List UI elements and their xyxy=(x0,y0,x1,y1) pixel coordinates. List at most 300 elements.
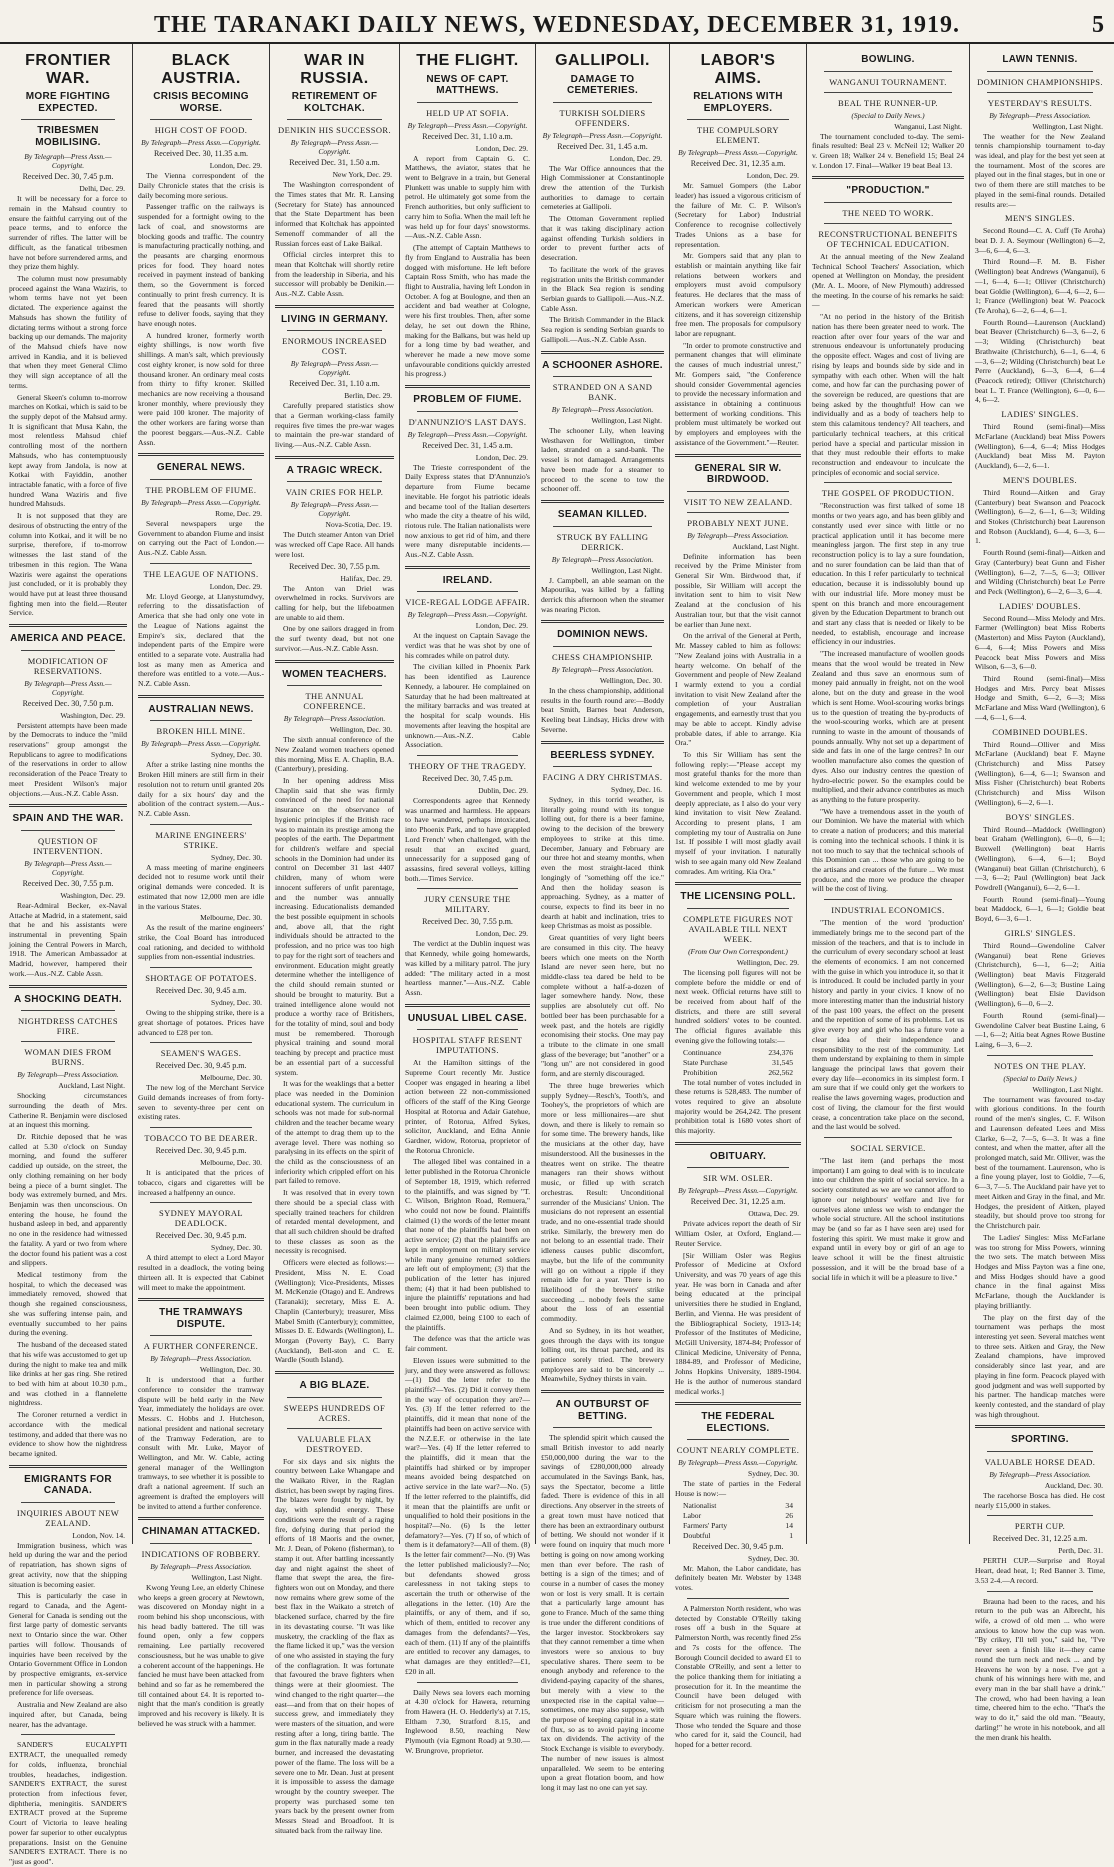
byline: By Telegraph—Press Assn.—Copyright. xyxy=(290,500,379,519)
body-paragraph: Fourth Round (semi-final)—Gwendoline Calver beat Bustine Laing, 6—1, 6—2; Aitia beat Agnes Rowe Bustine Laing, 6—3, 6—2. xyxy=(975,1010,1105,1049)
column-rule xyxy=(287,1397,382,1398)
section-heading: D'ANNUNZIO'S LAST DAYS. xyxy=(408,416,527,427)
body-paragraph: To facilitate the work of the graves registration units the British commander in the Black Sea region is sending Serbian guards to Gallipoli.—Aus.-N.Z. Cable Assn. xyxy=(541,264,664,313)
column-rule xyxy=(824,223,952,224)
row-label: Farmers' Party xyxy=(683,1520,728,1530)
section-heading: STRANDED ON A SAND BANK. xyxy=(552,382,653,403)
body-paragraph: "The mention of the word 'production' immediately brings me to the second part of the mission of the teachers, and that is to include in the curriculum of every secondary school at least the elements of economics. I am not concerned with the guise in which you introduce it, so that it is introduced. It could be included partly in your history and partly in your civics. I know of no more interesting matter than the industrial history of the past 100 years, the effect on the present and the repetition of some of its problems. Let us give every boy and girl who has a future vote a clear idea of their independence and responsibility to the rest of the community. Let them understand by explaining to them in simple language the principal laws that govern their every day life—economics in its simplest form. I am sure that if we could only get the workers to realise the laws governing wages, production and cost of living, the clamour for the first would cease, a concentration take place on the second, and the last would be solved. xyxy=(812,918,964,1132)
column-rule xyxy=(987,1451,1093,1452)
column-rule xyxy=(553,646,652,647)
subheadline: GENERAL NEWS. xyxy=(156,462,246,474)
byline: By Telegraph—Press Assn.—Copyright. xyxy=(141,138,261,148)
subheadline: RELATIONS WITH EMPLOYERS. xyxy=(693,91,783,114)
subheadline: UNUSUAL LIBEL CASE. xyxy=(407,1012,528,1024)
received-time: Received Dec. 31, 12.25 a.m. xyxy=(690,1197,786,1207)
section-heading: BOYS' SINGLES. xyxy=(1005,811,1075,822)
received-time: Received Dec. 30, 9.45 a.m. xyxy=(155,986,247,996)
body-paragraph: It was for the weaklings that a better place was needed in the Dominion educational system. The curriculum in schools was not made for sub-normal children and the teacher became weary of the attempt to drag them up to the average level. There was nothing so paralysing in its effects on the spirit of the child as the consciousness of an inferiority which crippled effort on his part failed to remove. xyxy=(275,1079,394,1186)
byline: By Telegraph—Press Assn.—Copyright. xyxy=(542,130,663,140)
subheadline: AMERICA AND PEACE. xyxy=(10,633,126,645)
body-paragraph: The licensing poll figures will not be complete before the middle or end of next week. Official returns have still to be received from about half of the districts, and there are still several hundred soldiers' votes to be counted. The official figures available this evening give the following totals:— xyxy=(675,967,801,1045)
column-rule xyxy=(553,102,652,103)
dateline: Sydney, Dec. 16. xyxy=(611,785,662,795)
column-rule xyxy=(687,119,789,120)
article-separator xyxy=(405,385,530,388)
column-rule xyxy=(687,908,789,909)
section-heading: VALUABLE HORSE DEAD. xyxy=(984,1456,1096,1467)
column-rule xyxy=(824,482,952,483)
body-paragraph: It is understood that a further conference to consider the tramway dispute will be held early in the New Year, immediately the holidays are over. Messrs. C. Hobbs and J. Hutcheson, national president and national secretary of the Tramway Federation, are to consult with Mr. Luke, Mayor of Wellington, and Mr. W. Cable, acting general manager of the Wellington tramways, to see whether it is possible to draft a national agreement. If such an agreement is drafted the employers will be invited to attend a further conference. xyxy=(138,1375,264,1511)
byline: By Telegraph—Press Assn.—Copyright. xyxy=(141,739,261,749)
received-time: Received Dec. 31, 1.45 a.m. xyxy=(422,440,513,450)
body-paragraph: It was resolved that in every town there should be a special class with specially trained teachers for children of retarded mental development, and that all such children should be drafted to these classes as soon as the necessity is recognised. xyxy=(275,1188,394,1256)
article-separator xyxy=(405,566,530,569)
row-value: 234,376 xyxy=(768,1047,793,1057)
body-paragraph: Carefully prepared statistics show that a German working-class family requires five times the pre-war wages to maintain the pre-war standard of living.—Aus.-N.Z. Cable Assn. xyxy=(275,401,394,450)
body-paragraph: At the annual meeting of the New Zealand Technical School Teachers' Association, which opened at Wellington on Monday, the president (Mr. A. L. Moore, of New Plymouth) addressed the meeting. In the course of his remarks he said:— xyxy=(812,251,964,310)
section-heading: NOTES ON THE PLAY. xyxy=(993,1060,1087,1071)
body-paragraph: "In order to promote constructive and permanent changes that will eliminate the causes of much industrial unrest," Mr. Gompers said, "the Conference should consider Governmental agencies to provide the necessary information and assistance in obtaining a continuous betterment of working conditions. This problem must ultimately be worked out by employers and employees with the assistance of the Government."—Reuter. xyxy=(675,340,801,447)
section-heading: THE GOSPEL OF PRODUCTION. xyxy=(821,488,955,499)
subheadline: SPAIN AND THE WAR. xyxy=(12,813,124,825)
section-heading: VALUABLE FLAX DESTROYED. xyxy=(297,1433,372,1454)
section-heading: MEN'S DOUBLES. xyxy=(1002,474,1078,485)
byline: By Telegraph—Press Assn.—Copyright. xyxy=(678,1186,798,1196)
subheadline: A SCHOONER ASHORE. xyxy=(542,359,663,371)
section-heading: SWEEPS HUNDREDS OF ACRES. xyxy=(283,1402,386,1423)
section-heading: SYDNEY MAYORAL DEADLOCK. xyxy=(158,1208,244,1229)
section-heading: VICE-REGAL LODGE AFFAIR. xyxy=(405,597,530,608)
dateline: Washington, Dec. 29. xyxy=(60,710,125,720)
article-separator xyxy=(405,1004,530,1007)
body-paragraph: Official circles interpret this to mean that Koltchak will shortly retire from the leadership in Siberia, and his successor will probably be Denikin.—Aus.-N.Z. Cable Assn. xyxy=(275,250,394,299)
column-2 xyxy=(133,44,270,1728)
section-heading: THEORY OF THE TRAGEDY. xyxy=(408,760,527,771)
byline: (Special to Daily News.) xyxy=(851,110,925,120)
subheadline: BOWLING. xyxy=(861,54,915,65)
byline: By Telegraph—Press Association. xyxy=(150,1354,252,1364)
body-paragraph: The Washington correspondent of the Times states that Mr. R. Lansing (Secretary for State) has announced that the State Department has been informed that Koltchak has appointed Semenoff commander of all the Russian forces east of Lake Baikal. xyxy=(275,180,394,248)
body-paragraph: The defence was that the article was fair comment. xyxy=(405,1334,530,1354)
body-paragraph: Mr. Samuel Gompers (the Labor leader) has issued a vigorous criticism of the failure of Mr. C. P. Wilson's (Secretary for Labor) Industrial Conference to recognise collectively Trades Unions as a base for representation. xyxy=(675,181,801,249)
byline: By Telegraph—Press Association. xyxy=(687,530,789,540)
subheadline: DOMINION NEWS. xyxy=(557,629,648,641)
article-separator xyxy=(138,453,264,456)
section-heading: COUNT NEARLY COMPLETE. xyxy=(676,1445,800,1456)
dateline: Melbourne, Dec. 30. xyxy=(200,1073,262,1083)
column-rule xyxy=(150,479,252,480)
dateline: Nova-Scotia, Dec. 19. xyxy=(325,520,392,530)
column-rule xyxy=(21,1734,115,1735)
subheadline: TRIBESMEN MOBILISING. xyxy=(35,125,101,148)
column-rule xyxy=(150,720,252,721)
column-rule xyxy=(687,1167,789,1168)
body-paragraph: The tournament concluded to-day. The semi-finals resulted: Beal 23 v. McNeil 12; Walker 20 v. Green 18; Walker 24 v. Benefield 15; Beal 24 v. London 17. Final—Walker 19 beat Beal 13. xyxy=(812,131,964,170)
section-heading: TURKISH SOLDIERS OFFENDERS. xyxy=(559,107,646,128)
body-paragraph: A mass meeting of marine engineers decided not to resume work until their original demands were conceded. It is estimated that now 12,000 men are idle in the various States. xyxy=(138,862,264,911)
received-time: Received Dec. 30, 7.55 p.m. xyxy=(422,917,513,927)
headline: BLACK AUSTRIA. xyxy=(161,52,241,87)
section-heading: VAIN CRIES FOR HELP. xyxy=(285,487,384,498)
column-rule xyxy=(824,71,952,72)
section-heading: LADIES' SINGLES. xyxy=(1001,409,1079,420)
body-paragraph: The British Commander in the Black Sea region is sending Serbian guards to Gallipoli.—Aus.-N.Z. Cable Assn. xyxy=(541,315,664,344)
article-separator xyxy=(138,1517,264,1520)
body-paragraph: A hundred kroner, formerly worth eighty shillings, is now worth five shillings. A man's salt, which previously cost eighty kroner, is now sold for three thousand kroner. An ordinary meal costs from thirty to fifty kroner. Skilled mechanics are now receiving a thousand kroner monthly, where previously they were paid 100 kroner. The majority of the other workers are faring worse than the poorest beggars.—Aus.-N.Z. Cable Assn. xyxy=(138,330,264,447)
subheadline: OBITUARY. xyxy=(709,1150,767,1162)
body-paragraph: Rear-Admiral Becker, ex-Naval Attache at Madrid, in a statement, said that he and his assistants were instrumental in preventing Spain joining the Central Powers in March, 1918. The American Ambassador at Madrid, however, hampered their work.—Aus.-N.Z. Cable Assn. xyxy=(9,900,127,978)
dateline: Halifax, Dec. 29. xyxy=(340,573,392,583)
section-heading: BROKEN HILL MINE. xyxy=(156,726,246,737)
table-row xyxy=(683,1048,793,1057)
column-rule xyxy=(150,1335,252,1336)
section-heading: TOBACCO TO BE DEARER. xyxy=(144,1133,258,1144)
dateline: London, Dec. 29. xyxy=(475,621,528,631)
byline: By Telegraph—Press Assn.—Copyright. xyxy=(678,148,798,158)
received-time: Received Dec. 30, 7.55 p.m. xyxy=(289,561,380,571)
column-rule xyxy=(987,1515,1093,1516)
column-rule xyxy=(287,481,382,482)
section-heading: COMPLETE FIGURES NOT AVAILABLE TILL NEXT WEEK. xyxy=(682,913,793,944)
body-paragraph: At the inquest on Captain Savage the verdict was that he was shot by one of his comrades while on patrol duty. xyxy=(405,631,530,660)
subheadline: LIVING IN GERMANY. xyxy=(280,313,389,325)
column-rule xyxy=(824,202,952,203)
section-heading: COMBINED DOUBLES. xyxy=(992,726,1088,737)
column-rule xyxy=(417,1682,518,1683)
subheadline: NEWS OF CAPT. MATTHEWS. xyxy=(426,73,509,97)
subheadline: AUSTRALIAN NEWS. xyxy=(148,703,254,715)
section-heading: THE PROBLEM OF FIUME. xyxy=(145,484,257,495)
received-time: Received Dec. 30, 9.45 p.m. xyxy=(155,1146,247,1156)
section-heading: FACING A DRY CHRISTMAS. xyxy=(542,772,663,783)
dateline: Wellington, Dec. 30. xyxy=(329,725,392,735)
body-paragraph: Third Round—F. M. B. Fisher (Wellington) beat Andrews (Wanganui), 6—1, 6—4, 6—1; Olliver (Christchurch) beat Goldie (Wellington), 6—4, 6—2, 6—1; France (Wellington) beat W. Peacock (Te Aroha), 6—2, 6—4, 6—1. xyxy=(975,257,1105,315)
column-rule xyxy=(987,92,1093,93)
section-heading: HELD UP AT SOFIA. xyxy=(426,107,509,118)
newspaper-columns xyxy=(4,44,1110,1866)
dateline: Perth, Dec. 31. xyxy=(1058,1546,1103,1556)
section-heading: HIGH COST OF FOOD. xyxy=(154,125,248,136)
section-heading: A FURTHER CONFERENCE. xyxy=(143,1341,259,1352)
column-rule xyxy=(824,1137,952,1138)
body-paragraph: Shocking circumstances surrounding the death of Mrs. Catherine R. Benjamin were disclosed at an inquest this morning. xyxy=(9,1091,127,1130)
section-heading: QUESTION OF INTERVENTION. xyxy=(33,835,103,856)
body-paragraph: [Sir William Osler was Regius Professor of Medicine at Oxford University, and was 70 years of age this year. He was born in Canada and after being educated at the principal universities there he studied in England, Berlin, and Vienna. He was president of the Bibliographical Society, 1913-14; Professor of the Institutes of Medicine, McGill University, 1874-84; Professor of Clinical Medicine, University of Penna, 1884-89, and Professor of Medicine, Johns Hopkins University, 1889-1904. He is the author of numerous standard medical works.] xyxy=(675,1250,801,1396)
received-time: Received Dec. 31, 12.35 a.m. xyxy=(690,159,786,169)
headline: GALLIPOLI. xyxy=(555,52,650,69)
body-paragraph: The Coroner returned a verdict in accordance with the medical testimony, and added that there was no evidence to show how the nightdress became ignited. xyxy=(9,1410,127,1458)
article-separator xyxy=(675,454,801,457)
subheadline: GENERAL SIR W. BIRDWOOD. xyxy=(694,462,782,486)
dateline: London, Nov. 14. xyxy=(72,1530,125,1540)
dateline: London, Dec. 29. xyxy=(609,153,662,163)
byline: By Telegraph—Press Association. xyxy=(551,405,654,415)
dateline: Sydney, Dec. 30. xyxy=(748,1553,799,1563)
column-rule xyxy=(417,102,518,103)
row-label: Nationalist xyxy=(683,1500,717,1510)
dateline: London, Dec. 29. xyxy=(746,171,799,181)
subheadline: LAWN TENNIS. xyxy=(1002,54,1078,65)
dateline: Delhi, Dec. 29. xyxy=(79,184,125,194)
body-paragraph: In her opening address Miss Chaplin said that she was firmly convinced of the need for national insurance on the observance of hygienic principles if the British race was to maintain its prestige among the peoples of the earth. The Department for children's welfare and special schools in the Dominion had under its control on December 31 last 4407 children, many of whom were innocent sufferers of unfit parentage, and the number was annually increasing. Educationalists demanded the best possible equipment in schools and, above all, that the right individuals should be attracted to the profession, and no price was too high to pay for the right sort of teachers and environment. Education might greatly determine whether the intelligence of the child should remain stunted or should be brought to maturity. But a trained intelligence alone would not produce a worthy race of Britishers, for the totality of mind, soul and body must be remembered. Thorough physical training and sound moral teaching by precept and practice must be an essential part of a successful system. xyxy=(275,775,394,1077)
column-rule xyxy=(287,685,382,686)
body-paragraph: Correspondents agree that Kennedy was unarmed and harmless. He appears to have wandered, perhaps intoxicated, into Phoenix Park, and to have grappled Lord French' when challenged, with the result that an excited guard, unnecessarily for a supposed gang of assassins, fired several volleys, killing both.—Times Service. xyxy=(405,795,530,883)
body-paragraph: "We have a tremendous asset in the youth of our Dominion. We have the material with which to create a nation of producers; and this material is coming into the technical schools. I think it is not too much to say that the technical schools of this Dominion can ... those who are going to be the artisans and creators of the future ... We must produce, and the more we produce the cheaper will be the cost of living. xyxy=(812,806,964,894)
dateline: Sydney, Dec. 30. xyxy=(211,1243,262,1253)
body-paragraph: The sixth annual conference of the New Zealand women teachers opened this morning, Miss E. A. Chaplin, B.A. (Canterbury), presiding. xyxy=(275,735,394,774)
section-heading: GIRLS' SINGLES. xyxy=(1004,927,1076,938)
row-label: Doubtful xyxy=(683,1530,711,1540)
article-separator xyxy=(541,500,664,503)
body-paragraph: Daily News sea lovers each morning at 4.30 o'clock for Hawera, returning from Hawera (H. O. Hedderly's) at 7.15, Eltham 7.30, Stratford 8.15, and Inglewood 8.50, reaching New Plymouth (via Egmont Road) at 9.30.—W. Brungrove, proprietor. xyxy=(405,1687,530,1755)
section-heading: INDUSTRIAL ECONOMICS. xyxy=(831,905,945,916)
body-paragraph: The tournament was favoured to-day with glorious conditions. In the fourth round of the men's singles, C. F. Wilson and Laurenson defeated Lees and Miss Clarke, 6—2, 7—5, 6—3. It was a fine contest, and when the matter, after all the prolonged match, said Mr. Olliver, was the best of the tournament. Laurenson, who is a fine young player, lost to Goldie, 7—6, 6—3, 7—5. The Auckland pair have yet to meet Aitken and Gray in the final, and Mr. Hodges, the president of Aitken, played steadily, but should prove too strong for the Christchurch pair. xyxy=(975,1094,1105,1231)
column-rule xyxy=(21,650,115,651)
column-rule xyxy=(287,1428,382,1429)
body-paragraph: Mr. Lloyd George, at Llanystumdwy, referring to the dissatisfaction of America that she had only one vote in the League of Nations against the Empire's six, declared that the independent parts of the Empire were entitled to a separate vote. Australia had lost as many men as America and therefore was entitled to a vote.—Aus.-N.Z. Cable Assn. xyxy=(138,591,264,689)
body-paragraph: "Reconstruction was first talked of some 18 months or two years ago, and has been glibly and constantly used ever since with little or no practical application until it has become mere meaningless jargon. The first step in any true reconstruction policy is to lay a sure foundation, and no surer foundation can be laid than that of education. In this I refer particularly to technical education, because it is indissolubly bound up with our industrial life. More money must be spent on this branch and more encouragement given by the Education Department to branch out and start any class that is needed or likely to be needed, to establish, encourage and increase efficiency in our industries. xyxy=(812,501,964,647)
body-paragraph: After a strike lasting nine months the Broken Hill miners are still firm in their resolution not to return until granted 20s daily for a six hours' day and the abolition of the contract system.—Aus.-N.Z. Cable Assn. xyxy=(138,760,264,818)
table-row xyxy=(683,1501,793,1510)
column-rule xyxy=(150,1543,252,1544)
body-paragraph: The verdict at the Dublin inquest was that Kennedy, while going homewards, was killed by a military patrol. The jury added: "The military acted in a most heartless manner."—Aus.-N.Z. Cable Assn. xyxy=(405,939,530,997)
article-separator xyxy=(138,1298,264,1301)
body-paragraph: A Palmerston North resident, who was detected by Constable O'Reilly taking roses off a bush in the Square at Palmerston North, was recently fined 25s and 7s costs for the offence. The Borough Council decided to award £1 to Constable O'Reilly, and sent a letter to the police thanking them for initiating a prosecution for it. In the meantime the Council have been deluged with criticism for not prosecuting a man the Square which was ruining the flowers. Those who tended the Square and those who cared for it, said the Council, had hoped for a better record. xyxy=(675,1603,801,1749)
dateline: Wellington, Dec. 29. xyxy=(736,957,799,967)
body-paragraph: It will be necessary for a force to remain in the Mahsud country to ensure the faithful carrying out of the peace terms, and to enforce the surrender of rifles. The latter will be difficult, as the fanatical tribesmen have not before surrendered arms, and they prize them highly. xyxy=(9,194,127,272)
body-paragraph: The alleged libel was contained in a letter published in the Rotorua Chronicle of September 18, 1919, which referred to the plaintiffs, and was signed by "T. C. Wilson, Brighton Road, Remuera," who could not now be found. Plaintiffs claimed (1) the words of the letter meant that none of the plaintiffs had been on active service; (2) that the plaintiffs are kept in employment on military service while many genuine returned soldiers are left out of employment; (3) that the publication of the letter has injured them; (4) that it had been published to injure the plaintiffs' reputations and had been brought into public odium. They claimed £2,000, being £100 to each of the plaintiffs. xyxy=(405,1157,530,1332)
row-label: Prohibition xyxy=(683,1067,718,1077)
body-paragraph: And so Sydney, in its hot weather, goes through the days with its tongue lolling out, its throat parched, and its patience sorely tried. The brewery employees are said to be sincerely ... Meanwhile, Sydney thirsts in vain. xyxy=(541,1325,664,1384)
body-paragraph: Several newspapers urge the Government to abandon Fiume and insist on carrying out the Pact of London.—Aus.-N.Z. Cable Assn. xyxy=(138,518,264,557)
table-row xyxy=(683,1068,793,1077)
column-rule xyxy=(687,1598,789,1599)
body-paragraph: "At no period in the history of the British nation has there been greater need to work. The reaction after over four years of the war and strenuous endeavour is unfortunately producing the opposite effect. Wages and cost of living are rising by leaps and bounds side by side and in sympathy with each other. When will the halt come, and how far can the purchasing power of the sovereign be reduced, are questions that are being asked by the thoughtful! How can we individually and as a body of teachers help to stem this calamitous tendency? All teachers, and particularly technical teachers, at this critical period have a special and particular mission in that they must redouble their efforts to make reconstruction and endeavour to inculcate the principles of economic and social service. xyxy=(812,312,964,477)
column-rule xyxy=(987,1055,1093,1056)
column-rule xyxy=(687,491,789,492)
received-time: Received Dec. 30, 7.50 p.m. xyxy=(22,698,114,708)
column-5 xyxy=(536,44,670,1793)
column-rule xyxy=(150,824,252,825)
body-paragraph: Mr. Mahon, the Labor candidate, has definitely beaten Mr. Webster by 1348 votes. xyxy=(675,1563,801,1593)
dateline: Wellington, Last Night. xyxy=(191,1572,262,1582)
byline: By Telegraph—Press Assn.—Copyright. xyxy=(407,120,528,130)
section-heading: NIGHTDRESS CATCHES FIRE. xyxy=(17,1016,118,1037)
body-paragraph: It is not supposed that they are desirous of obstructing the entry of the column into Kotkai, and it will be no surprise, therefore, if to-morrow witnesses the last stand of the tribesmen in this region. The Wana Waziris were against the operations just concluded, or it is probably they would have put at least three thousand fighting men into the field.—Reuter Service. xyxy=(9,511,127,618)
column-rule xyxy=(21,1010,115,1011)
body-paragraph: Australia and New Zealand are also inquired after, but Canada, being nearer, has the advantage. xyxy=(9,1700,127,1729)
section-heading: THE LEAGUE OF NATIONS. xyxy=(143,568,259,579)
subheadline: SEAMAN KILLED. xyxy=(557,509,648,521)
body-paragraph: Definite information has been received by the Prime Minister from General Sir Wm. Birdwood that, if possible, Sir William will accept the invitation sent to him to visit New Zealand at the conclusion of his Australian tour, but that the visit cannot be earlier than June next. xyxy=(675,551,801,629)
dateline: Wellington, Last Night. xyxy=(1032,121,1103,131)
results-table xyxy=(675,1501,801,1540)
article-separator xyxy=(275,305,394,308)
section-heading: HOSPITAL STAFF RESENT IMPUTATIONS. xyxy=(412,1035,523,1056)
section-heading: INQUIRIES ABOUT NEW ZEALAND. xyxy=(16,1507,120,1528)
article-separator xyxy=(275,660,394,663)
row-value: 1 xyxy=(789,1530,793,1540)
column-rule xyxy=(824,92,952,93)
section-heading: RECONSTRUCTIONAL BENEFITS OF TECHNICAL EDUCATION. xyxy=(818,228,958,249)
column-rule xyxy=(687,512,789,513)
body-paragraph: The racehorse Bosca has died. He cost nearly £15,000 in stakes. xyxy=(975,1490,1105,1510)
section-heading: JURY CENSURE THE MILITARY. xyxy=(424,894,511,915)
byline: By Telegraph—Press Assn.—Copyright. xyxy=(290,138,379,157)
body-paragraph: The Trieste correspondent of the Daily Express states that D'Annunzio's departure from Fiume became inevitable. He forgot his patriotic ideals and became tool of the Italian deserters who made the city a theatre of his wild, riotous rule. The Italian nationalists were now anxious to get rid of him, and there were many disreputable incidents.—Aus.-N.Z. Cable Assn. xyxy=(405,462,530,560)
article-separator xyxy=(9,985,127,988)
body-paragraph: Third Round—Aitken and Gray (Canterbury) beat Swanson and Peacock (Wellington), 6—2, 6—1, 6—3; Wilding and Stokes (Christchurch) beat Laurenson and Robson (Auckland), 6—4, 6—3, 6—1. xyxy=(975,487,1105,546)
body-paragraph: The husband of the deceased stated that his wife was accustomed to get up during the night to make tea and milk like drinks at her gas ring. She retired to bed with him at about 10.30 p.m., and was clothed in a flannelette nightdress. xyxy=(9,1340,127,1408)
received-time: Received Dec. 30, 7.45 p.m. xyxy=(422,773,513,783)
row-label: State Purchase xyxy=(683,1057,728,1067)
body-paragraph: Third Round (semi-final)—Miss Hodges and Mrs. Percy beat Misses Hodge and Smith, 6—2, 6—3; Miss McFarlane and Miss Ward (Wellington), 6—4, 6—1, 6—4. xyxy=(975,674,1105,722)
body-paragraph: Owing to the shipping strike, there is a great shortage of potatoes. Prices have advanced to £28 per ton. xyxy=(138,1008,264,1037)
received-time: Received Dec. 30, 7.45 p.m. xyxy=(22,172,114,182)
section-heading: CHESS CHAMPIONSHIP. xyxy=(551,651,654,662)
section-heading: SHORTAGE OF POTATOES. xyxy=(145,973,257,984)
body-paragraph: Mr. Gompers said that any plan to establish or maintain anything like fair relations between workers and employers must avoid compulsory features. He declares that the mass of American workers were American citizens, and it has sovereign citizenship free men. The proposals for compulsory labor are repugnant. xyxy=(675,251,801,338)
headline: WAR IN RUSSIA. xyxy=(300,52,369,87)
body-paragraph: SANDER'S EUCALYPTI EXTRACT, the unequalled remedy for colds, influenza, bronchial troubles, headaches, indigestion. SANDER'S EXTRACT, the surest protection from infectious fever, diphtheria, meningitis. SANDER'S EXTRACT proved at the Supreme Court of Victoria to leave healing power far superior to other eucalyptus preparations. Insist on the Genuine SANDER'S EXTRACT. There is no "just as good". xyxy=(9,1740,127,1866)
byline: By Telegraph—Press Assn.—Copyright. xyxy=(24,858,112,877)
received-time: Received Dec. 31, 1.45 a.m. xyxy=(557,141,648,151)
dateline: Sydney, Dec. 30. xyxy=(211,998,262,1008)
section-heading: DENIKIN HIS SUCCESSOR. xyxy=(278,125,391,136)
column-rule xyxy=(417,1029,518,1030)
column-rule xyxy=(553,766,652,767)
byline: By Telegraph—Press Association. xyxy=(17,1070,119,1080)
column-rule xyxy=(150,1127,252,1128)
received-time: Received Dec. 31, 12.25 a.m. xyxy=(992,1534,1088,1544)
body-paragraph: The civilian killed in Phoenix Park has been identified as Laurence Kennedy, a labourer. He complained on Saturday that he had been maltreated at the military barracks and was treated at the hospital for scalp wounds. His movements after leaving the hospital are unknown.—Aus.-N.Z. Cable Association. xyxy=(405,662,530,750)
byline: (Special to Daily News.) xyxy=(1003,1073,1077,1083)
body-paragraph: Second Round—C. A. Cuff (Te Aroha) beat D. J. A. Seymour (Wellington) 6—2, 3—6, 6—4, 6—3. xyxy=(975,226,1105,255)
section-heading: ENORMOUS INCREASED COST. xyxy=(282,336,387,357)
dateline: Sydney, Dec. 30. xyxy=(211,750,262,760)
byline: By Telegraph—Press Assn.—Copyright. xyxy=(407,610,528,620)
dateline: London, Dec. 29. xyxy=(475,929,528,939)
section-heading: WOMAN DIES FROM BURNS. xyxy=(24,1047,112,1068)
body-paragraph: Third Round—Maddock (Wellington) beat Graham (Wellington), 6—0, 6—1; Buxwell (Wellington) beat Harris (Wellington), 6—4, 6—1; Boyd (Wanganui) beat Gillan (Christchurch), 6—3, 6—2; Paul (Wellington) beat Jack Powdrell (Wanganui), 6—2, 6—1. xyxy=(975,824,1105,892)
body-paragraph: The Ottoman Government replied that it was taking disciplinary action against offending Turkish soldiers in order to prevent further acts of desecration. xyxy=(541,214,664,263)
received-time: Received Dec. 31, 1.10 a.m. xyxy=(422,131,513,141)
article-separator xyxy=(675,1402,801,1405)
body-paragraph: The three huge breweries which supply Sydney—Resch's, Tooth's, and Toohey's, the proprietors of which are more or less millionaires—are shut down, and there is likely to remain so for some time. The brewery hands, like the musicians at the other day, have misunderstood. All the businesses in the theatres went on strike. The theatre managers ran their shows without music, or filled up with scratch orchestras. Result: Unconditional surrender of the Musicians' Union. The musicians do not represent an essential trade, and no one-essential trade should strike. Similarly, the brewery men do not belong to an essential trade. Their idleness causes public discomfort, maybe, but the life of the community will go on without a ripple if they remain idle for a year. There is no likelihood of the brewers' strike succeeding ... nobody feels the same about the loss of an essential commodity. xyxy=(541,1080,664,1324)
received-time: Received Dec. 30, 9.45 p.m. xyxy=(155,1061,247,1071)
dateline: Wellington, Dec. 30. xyxy=(199,1365,262,1375)
article-separator xyxy=(9,804,127,807)
section-heading: MODIFICATION OF RESERVATIONS. xyxy=(27,655,109,676)
byline: (From Our Own Correspondent.) xyxy=(688,946,788,956)
body-paragraph: The Ladies' Singles: Miss McFarlane was too strong for Miss Powers, winning the two sets. The match between Miss Hodges and Miss Payton was a fine one, and Miss Hodges should have a good chance in the final against Miss McFarlane, though the Aucklander is playing brilliantly. xyxy=(975,1232,1105,1310)
body-paragraph: Eleven issues were submitted to the jury, and they were answered as follows:—(1) Did the letter refer to the plaintiffs?—Yes. (2) Did it convey them in the way of occupation they are?—Yes. (3) If the letter referred to the plaintiffs, did it mean that none of the plaintiffs had been on active service with the N.Z.E.F. or otherwise in the late war?—Yes. (4) If the letter referred to the plaintiffs, did it mean that the plaintiffs had shirked or by improper means avoided being despatched on active service in the late war?—No. (5) If the letter referred to the plaintiffs, did it mean that the plaintiffs are unfit or unqualified to hold their positions in the hospital?—No. (6) Is the letter defamatory?—Yes. (7) If so, of which of them is it defamatory?—All of them. (8) Is the letter fair comment?—No. (9) Was the letter published maliciously?—No; but defendants showed gross carelessness in not taking steps to ascertain the truth or otherwise of the allegations in the letter. (10) Are the plaintiffs, or any of them, and if so, which of them, entitled to recover any damages from the defendants?—Yes, each of them. (11) If any of the plaintiffs are entitled to recover any damages, to what damages are they entitled?—£1, £20 in all. xyxy=(405,1355,530,1676)
section-heading: PERTH CUP. xyxy=(1014,1521,1066,1532)
section-heading: SIR WM. OSLER. xyxy=(703,1173,773,1184)
byline: By Telegraph—Press Association. xyxy=(989,110,1091,120)
dateline: Sydney, Dec. 30. xyxy=(211,852,262,862)
dateline: London, Dec. 29. xyxy=(475,143,528,153)
dateline: Ottawa, Dec. 29. xyxy=(748,1209,799,1219)
section-heading: MEN'S SINGLES. xyxy=(1005,213,1075,224)
row-value: 262,562 xyxy=(768,1067,793,1077)
section-heading: DOMINION CHAMPIONSHIPS. xyxy=(977,76,1103,87)
headline: THE FLIGHT. xyxy=(416,52,519,69)
article-separator xyxy=(9,624,127,627)
column-rule xyxy=(21,830,115,831)
column-rule xyxy=(150,563,252,564)
column-3 xyxy=(270,44,400,1835)
article-separator xyxy=(541,1390,664,1393)
body-paragraph: (The attempt of Captain Matthews to fly from England to Australia has been dogged with misfortune. He left before Captain Ross Smith, who has made the flight to Australia, having left London in October. A fog at Boulogne, and then an accident and bad weather at Cologne, were his first troubles. Then, after some delay, he set out down the Rhine, making for the Balkans, but was held up for a long time by bad weather, and wherever he made a new move some unfavourable conditions quickly arrested his progress.) xyxy=(405,243,530,379)
article-separator xyxy=(675,1142,801,1145)
row-value: 31,545 xyxy=(772,1057,793,1067)
section-heading: YESTERDAY'S RESULTS. xyxy=(987,97,1093,108)
row-value: 14 xyxy=(785,1520,793,1530)
results-table xyxy=(675,1048,801,1077)
received-time: Received Dec. 30, 7.55 p.m. xyxy=(22,878,114,888)
column-rule xyxy=(987,71,1093,72)
section-heading: WANGANUI TOURNAMENT. xyxy=(829,76,947,87)
dateline: Dublin, Dec. 29. xyxy=(478,785,528,795)
subheadline: MORE FIGHTING EXPECTED. xyxy=(25,91,111,114)
body-paragraph: Third Round—Olliver and Miss McFarlane (Auckland) beat F. Mayne (Christchurch) and Miss Patsey (Wellington), 6—4, 6—1; Swanson and Miss Fisher (Christchurch) beat Roberts (Christchurch) and Miss Wilson (Wellington), 6—2, 6—1. xyxy=(975,739,1105,807)
column-1 xyxy=(4,44,133,1866)
body-paragraph: On the arrival of the General at Perth, Mr. Massey cabled to him as follows: "New Zealand joins with Australia in a hearty welcome. On behalf of the Government and people of New Zealand I warmly extend to you a cordial invitation to visit New Zealand after the completion of your Australian engagements, and earnestly trust that you may be able to accept. Kindly advise probable dates, if able to arrange. Kia Ora." xyxy=(675,631,801,748)
section-heading: THE ANNUAL CONFERENCE. xyxy=(303,691,366,712)
body-paragraph: A third attempt to elect a Lord Mayor resulted in a deadlock, the voting being thirteen all. It is expected that Cabinet will meet to make the appointment. xyxy=(138,1253,264,1292)
dateline: Rome, Dec. 29. xyxy=(215,508,262,518)
column-6 xyxy=(670,44,807,1749)
received-time: Received Dec. 31, 1.10 a.m. xyxy=(289,379,380,389)
byline: By Telegraph—Press Assn.—Copyright. xyxy=(407,429,528,439)
body-paragraph: The column must now presumably proceed against the Wana Waziris, to whom terms have not yet been dictated. The experience against the Mahsuds has shown the futility of dictating terms without a strong force backing up our demands. The majority of the Mahsud chiefs have now arrived in Kandia, and it is believed that when they meet General Climo they will sign acceptance of all the terms. xyxy=(9,273,127,390)
column-rule xyxy=(553,1427,652,1428)
body-paragraph: The splendid spirit which caused the small British investor to add nearly £50,000,000 during the war to the savings of £280,000,000 already accumulated in the Savings Bank, has, says the Spectator, become a little faded. There is evidence of this in all directions. Any observer in the streets of a great town must have noticed that there has been an extraordinary outburst of betting. We should not wonder if it were found on inquiry that much more betting is going on now among working men than ever before. The rash of betting is a sign of the times; and of course in a number of cases the money won or lost is very small. It is certain that a particularly large amount has gone to France. Much of the same thing is true under the different conditions of the larger investor. Stockbrokers say that they cannot remember a time when investors were so anxious to buy speculative shares. There seem to be enough anybody and reference to the dividend-paying capacity of the shares, but merely with a view to the unexpected rise in the capital value—sometimes, one may also suppose, with the purpose of keeping capital in a state of flux, so as to avoid paying income tax on dividends. The activity of the Stock Exchange is visible to everybody. The number of new issues is almost unparalleled. We seem to be entering upon a great flotation boom, and how long it may last no one can yet say. xyxy=(541,1433,664,1793)
byline: By Telegraph—Press Association. xyxy=(551,664,654,674)
body-paragraph: The total number of votes included in these returns is 528,483. The number of votes required to give an absolute majority would be 264,242. The present prohibition total is 1680 votes short of this majority. xyxy=(675,1077,801,1136)
byline: By Telegraph—Press Assn.—Copyright. xyxy=(24,152,112,171)
column-rule xyxy=(150,119,252,120)
dateline: Auckland, Dec. 30. xyxy=(1044,1480,1103,1490)
body-paragraph: At the Hamilton sittings of the Supreme Court recently Mr. Justice Cooper was engaged in hearing a libel action between 22 non-commissioned officers of the staff of the King George Hospital at Rotorua and Adair Gatehue, printer, of Rotorua, Alfred Sykes, solicitor, Auckland, and Edna Annie Gardner, widow, Rotorua, proprietor of the Rotorua Chronicle. xyxy=(405,1058,530,1155)
dateline: Melbourne, Dec. 30. xyxy=(200,913,262,923)
body-paragraph: The schooner Lily, when leaving Westhaven for Wellington, timber laden, stranded on a sand-bank. The vessel is not damaged. Arrangements have been made for a steamer to proceed to the scene to tow the schooner off. xyxy=(541,426,664,494)
byline: By Telegraph—Press Association. xyxy=(150,1561,252,1571)
table-row xyxy=(683,1058,793,1067)
body-paragraph: This is particularly the case in regard to Canada, and the Agent-General for Canada is sending out the first large party of domestic servants next to Ontario since the war. Other parties will follow. Thousands of inquiries have been received by the Ontario Government Office in London by prospective emigrants, ex-service men in particular showing a strong preference for life overseas. xyxy=(9,1591,127,1698)
section-heading: THE NEED TO WORK. xyxy=(842,207,934,218)
column-rule xyxy=(21,1041,115,1042)
column-rule xyxy=(150,967,252,968)
column-rule xyxy=(417,411,518,412)
headline: LABOR'S AIMS. xyxy=(700,52,776,87)
section-heading: SOCIAL SERVICE. xyxy=(850,1142,926,1153)
article-separator xyxy=(138,695,264,698)
article-separator xyxy=(541,351,664,354)
article-separator xyxy=(275,1371,394,1374)
subheadline: CRISIS BECOMING WORSE. xyxy=(153,91,249,114)
column-4 xyxy=(400,44,536,1755)
byline: By Telegraph—Press Assn.—Copyright. xyxy=(24,678,112,697)
body-paragraph: The state of parties in the Federal House is now:— xyxy=(675,1479,801,1499)
body-paragraph: The new log of the Merchant Service Guild demands increases of from forty-seven to seventy-three per cent on existing rates. xyxy=(138,1083,264,1122)
column-rule xyxy=(150,1202,252,1203)
dateline: London, Dec. 29. xyxy=(209,161,262,171)
subheadline: RETIREMENT OF KOLTCHAK. xyxy=(291,91,378,114)
column-rule xyxy=(287,119,382,120)
column-rule xyxy=(417,888,518,889)
